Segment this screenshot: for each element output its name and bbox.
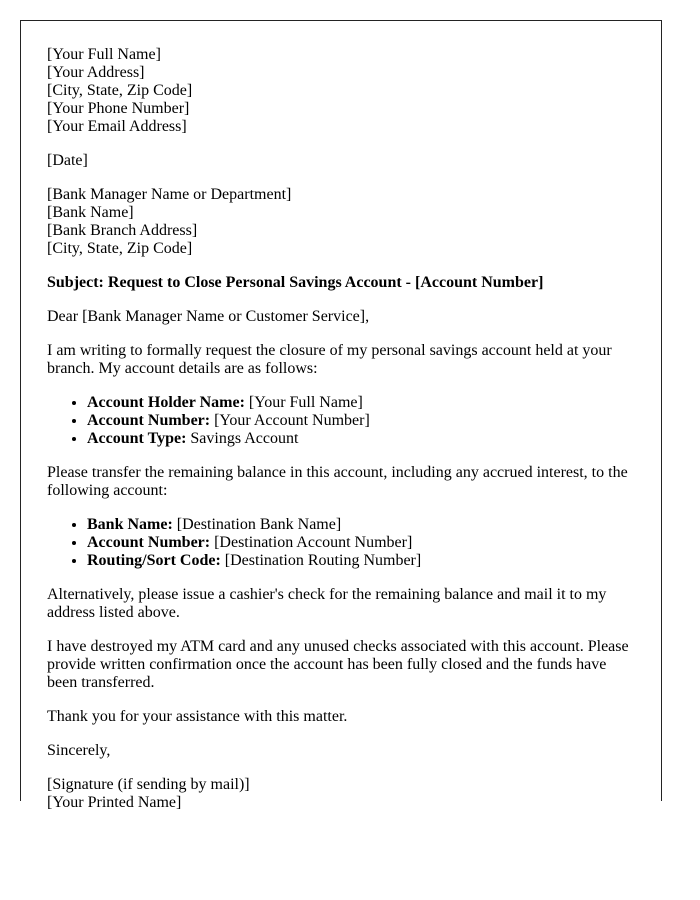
alternative-paragraph: Alternatively, please issue a cashier's check for the remaining balance and mail it to my address listed above.: [47, 586, 607, 621]
dest-routing-label: Routing/Sort Code:: [87, 552, 221, 569]
account-holder-label: Account Holder Name:: [87, 394, 245, 411]
intro-paragraph: I am writing to formally request the closure of my personal savings account held at your branch. My account details are as follows:: [47, 342, 612, 377]
sender-address-block: [47, 46, 636, 136]
account-holder-value: [Your Full Name]: [244, 394, 363, 411]
sender-phone-line: [Your Phone Number]: [47, 100, 190, 117]
dest-routing-value: [Destination Routing Number]: [220, 552, 422, 569]
signature-line: [Signature (if sending by mail)]: [47, 776, 250, 793]
confirmation-paragraph: I have destroyed my ATM card and any unused checks associated with this account. Please provide written confirmation once the account has been fully closed and the funds have been transferred.: [47, 638, 629, 691]
date-line: [Date]: [47, 152, 88, 169]
list-item: [87, 516, 636, 534]
dest-account-number-value: [Destination Account Number]: [210, 534, 413, 551]
printed-name-line: [Your Printed Name]: [47, 794, 182, 811]
dest-bank-name-value: [Destination Bank Name]: [172, 516, 342, 533]
recipient-address-block: [47, 186, 636, 258]
salutation: Dear [Bank Manager Name or Customer Service],: [47, 308, 370, 325]
sender-name-line: [Your Full Name]: [47, 46, 161, 63]
account-type-value: Savings Account: [186, 430, 299, 447]
dest-bank-name-label: Bank Name:: [87, 516, 173, 533]
sender-email-line: [Your Email Address]: [47, 118, 187, 135]
destination-details-list: [47, 516, 636, 570]
thanks-paragraph: Thank you for your assistance with this matter.: [47, 708, 348, 725]
list-item: [87, 534, 636, 552]
subject-line: Subject: Request to Close Personal Savings Account - [Account Number]: [47, 274, 544, 291]
recipient-bank-line: [Bank Name]: [47, 204, 134, 221]
list-item: [87, 412, 636, 430]
account-details-list: [47, 394, 636, 448]
closing-line: Sincerely,: [47, 742, 111, 759]
sender-address-line: [Your Address]: [47, 64, 145, 81]
list-item: [87, 430, 636, 448]
signature-block: [47, 776, 636, 812]
list-item: [87, 552, 636, 570]
recipient-city-line: [City, State, Zip Code]: [47, 240, 193, 257]
dest-account-number-label: Account Number:: [87, 534, 211, 551]
list-item: [87, 394, 636, 412]
letter-document: [20, 20, 662, 811]
account-type-label: Account Type:: [87, 430, 187, 447]
recipient-manager-line: [Bank Manager Name or Department]: [47, 186, 292, 203]
sender-city-line: [City, State, Zip Code]: [47, 82, 193, 99]
account-number-label: Account Number:: [87, 412, 211, 429]
recipient-branch-line: [Bank Branch Address]: [47, 222, 198, 239]
account-number-value: [Your Account Number]: [210, 412, 370, 429]
transfer-paragraph: Please transfer the remaining balance in this account, including any accrued interest, to the following account:: [47, 464, 628, 499]
